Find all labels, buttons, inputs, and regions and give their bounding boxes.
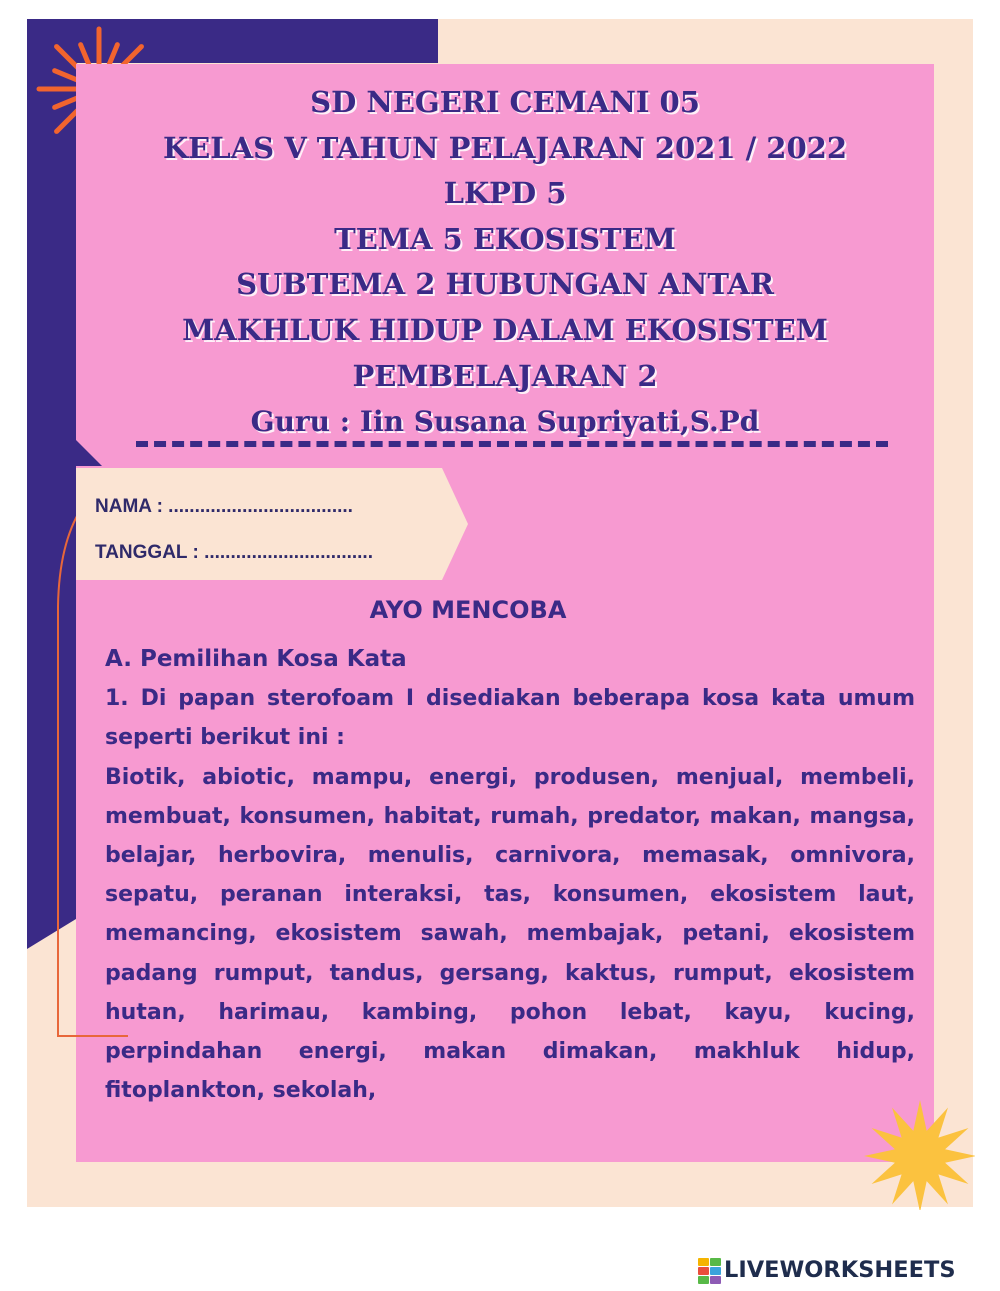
- subtheme-line-1: SUBTEMA 2 HUBUNGAN ANTAR: [236, 267, 774, 302]
- teacher-name: Guru : Iin Susana Supriyati,S.Pd: [250, 405, 760, 439]
- vocabulary-list: Biotik, abiotic, mampu, energi, produsen, menjual, membeli, membuat, konsumen, habitat, rumah, predator, makan, mangsa, belajar, herbovira, menulis, carnivora, memasak, omnivora, sepatu, peranan interaksi, tas, konsumen, ekosistem laut, memancing, ekosistem sawah, membajak, petani, ekosistem padang rumput, tandus, gersang, kaktus, rumput, ekosistem hutan, harimau, kambing, pohon lebat, kayu, kucing, perpindahan energi, makan dimakan, makhluk hidup, fitoplankton, sekolah,: [105, 764, 915, 1104]
- dashed-divider: [136, 441, 888, 447]
- lesson-title: PEMBELAJARAN 2: [352, 358, 658, 393]
- starburst-icon: [845, 1098, 975, 1210]
- theme-title: TEMA 5 EKOSISTEM: [334, 221, 676, 256]
- name-field[interactable]: NAMA : ...................................: [95, 496, 353, 517]
- liveworksheets-logo-icon: [698, 1258, 720, 1282]
- school-name: SD NEGERI CEMANI 05: [310, 85, 700, 119]
- watermark-text: LIVEWORKSHEETS: [724, 1257, 956, 1283]
- worksheet-header: [76, 80, 934, 445]
- worksheet-content: [105, 640, 915, 1110]
- question-1: 1. Di papan sterofoam I disediakan beberapa kosa kata umum seperti berikut ini :: [105, 686, 915, 751]
- date-field[interactable]: TANGGAL : ................................: [95, 542, 373, 563]
- subtheme-line-2: MAKHLUK HIDUP DALAM EKOSISTEM: [182, 312, 828, 347]
- starburst-shape: [864, 1100, 975, 1210]
- liveworksheets-watermark: [698, 1255, 956, 1285]
- section-title: AYO MENCOBA: [369, 596, 567, 624]
- class-year: KELAS V TAHUN PELAJARAN 2021 / 2022: [162, 130, 848, 165]
- worksheet-number: LKPD 5: [443, 176, 567, 211]
- identity-panel: [76, 468, 468, 580]
- subsection-title: A. Pemilihan Kosa Kata: [105, 646, 407, 672]
